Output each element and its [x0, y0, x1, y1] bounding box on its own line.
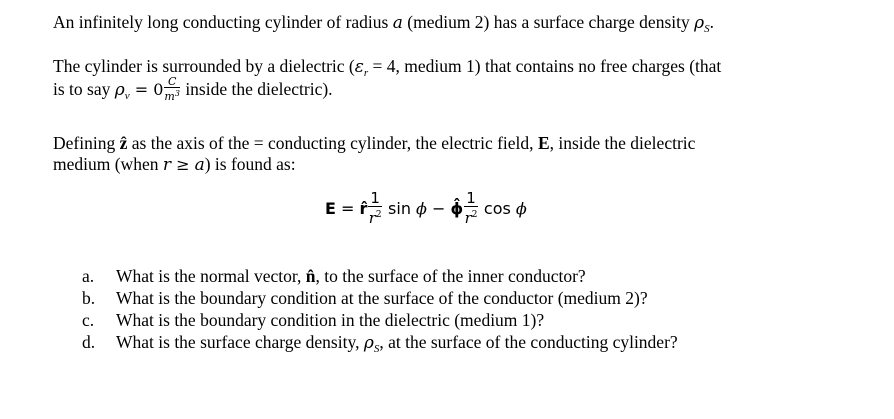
eq-sin: sin: [382, 198, 417, 218]
intro-text-mid: (medium 2) has a surface charge density: [402, 12, 695, 32]
radius-symbol: a: [392, 13, 403, 33]
eq-phi-2: ϕ: [515, 198, 527, 218]
rho-symbol: ρ: [694, 13, 705, 33]
dielectric-text-1: The cylinder is surrounded by a dielectric (: [53, 56, 355, 76]
cond-a: a: [194, 155, 205, 175]
question-d: [82, 332, 678, 354]
unit-denominator: [164, 88, 180, 102]
unit-den-exp: 3: [174, 89, 180, 98]
equals-zero: = 0: [129, 80, 164, 100]
eq-equals: =: [335, 198, 360, 218]
dielectric-text-3: is to say: [53, 79, 115, 100]
eq-minus: −: [426, 198, 451, 218]
field-line-2: [53, 154, 873, 175]
eq-phi-1: ϕ: [416, 198, 427, 218]
eq-frac1-den-base: r: [368, 209, 376, 227]
epsilon-subscript: r: [363, 67, 369, 79]
question-text-end: , to the surface of the inner conductor?: [315, 266, 586, 286]
rho-v-symbol: ρ: [114, 80, 125, 101]
eq-frac2-num: 1: [466, 189, 476, 207]
question-text: What is the normal vector,: [116, 266, 306, 286]
rho-s-symbol: ρ: [363, 333, 374, 353]
field-definition-paragraph: [53, 133, 873, 175]
question-c: [82, 310, 678, 332]
field-text-1: Defining: [53, 133, 120, 153]
cond-ge: ≥: [170, 155, 195, 174]
electric-field-equation: [325, 190, 527, 230]
field-text-4: medium (when: [53, 154, 163, 174]
intro-text-start: An infinitely long conducting cylinder of radius: [53, 12, 393, 32]
dielectric-text-2: = 4, medium 1) that contains no free charges (that: [368, 56, 722, 76]
dielectric-text-4: inside the dielectric).: [180, 79, 333, 100]
unit-numerator: C: [164, 76, 180, 88]
unit-fraction: [164, 76, 180, 102]
z-hat-symbol: ẑ: [119, 133, 128, 153]
problem-intro-paragraph: [53, 12, 873, 33]
eq-fraction-1: [368, 190, 382, 226]
field-text-5: ) is found as:: [204, 154, 296, 174]
dielectric-line-1: [53, 56, 873, 77]
eq-r-hat: r̂: [359, 198, 368, 218]
question-b: [82, 288, 678, 310]
rho-subscript: S: [704, 23, 710, 35]
question-letter: b.: [82, 288, 96, 308]
eq-e-symbol: E: [325, 198, 336, 218]
field-text-2: as the axis of the = conducting cylinder, the electric field,: [127, 133, 538, 153]
question-text: What is the surface charge density,: [116, 332, 364, 352]
eq-fraction-2: [464, 190, 478, 226]
field-line-1: [53, 133, 873, 154]
question-letter: d.: [82, 332, 96, 352]
eq-frac1-den-exp: 2: [375, 210, 382, 220]
intro-period: .: [709, 12, 714, 32]
eq-frac2-den-base: r: [464, 209, 472, 227]
eq-frac1-num: 1: [370, 189, 380, 207]
cond-r: r: [162, 155, 171, 175]
n-hat-symbol: n̂: [305, 266, 316, 286]
question-letter: c.: [82, 310, 95, 330]
question-letter: a.: [82, 266, 95, 286]
field-text-3: , inside the dielectric: [549, 133, 696, 153]
rho-s-subscript: S: [373, 343, 380, 355]
dielectric-paragraph: [53, 56, 873, 103]
unit-den-base: m: [164, 90, 175, 103]
eq-frac1-den: [368, 207, 382, 226]
question-list: [82, 266, 678, 354]
rho-v-subscript: v: [124, 90, 130, 103]
question-text: What is the boundary condition at the surface of the conductor (medium 2)?: [116, 288, 648, 308]
eq-phi-hat: ϕ̂: [450, 198, 464, 218]
epsilon-symbol: ε: [354, 57, 364, 77]
question-text: What is the boundary condition in the dielectric (medium 1)?: [116, 310, 545, 330]
eq-cos: cos: [478, 198, 516, 218]
intro-line: [53, 12, 873, 33]
dielectric-line-2: [53, 75, 873, 103]
eq-frac2-den: [464, 207, 478, 226]
eq-frac2-den-exp: 2: [471, 210, 478, 220]
question-a: [82, 266, 678, 288]
e-field-symbol: E: [537, 133, 550, 153]
question-text-end: , at the surface of the conducting cylinder?: [379, 332, 678, 352]
